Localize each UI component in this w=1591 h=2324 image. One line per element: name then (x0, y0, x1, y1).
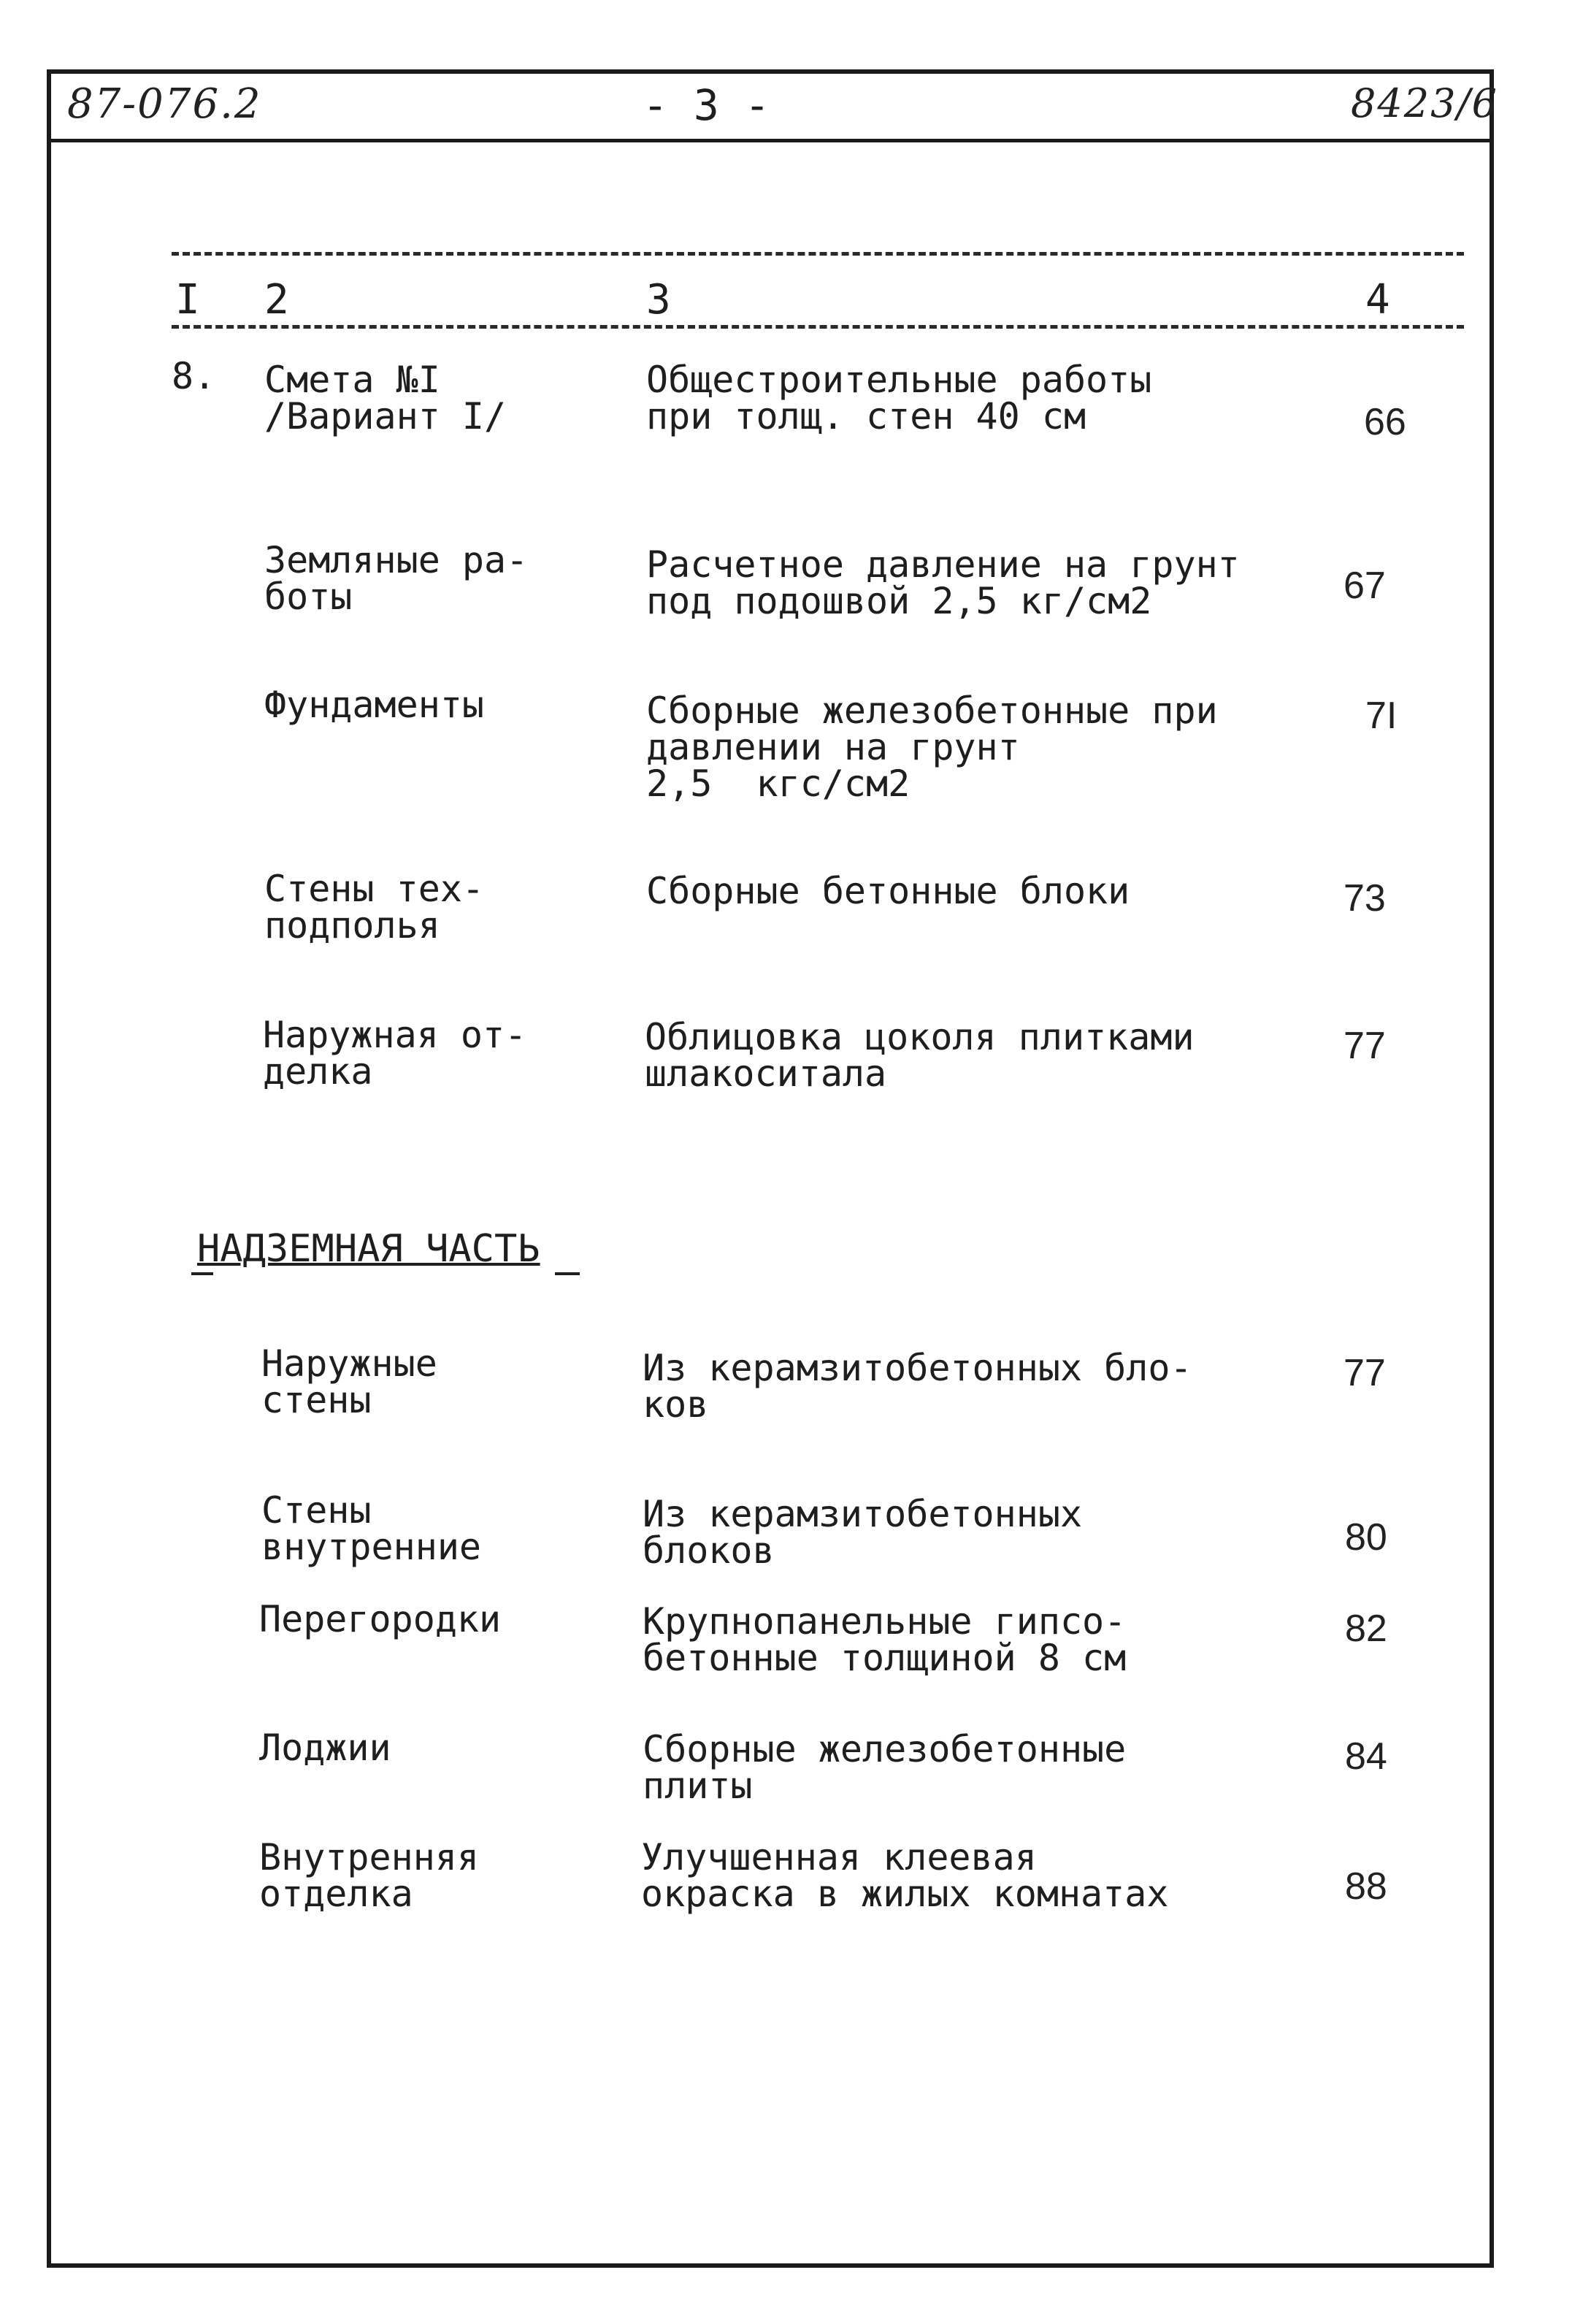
page-reference: 66 (1364, 401, 1406, 443)
item-name: Внутренняя отделка (259, 1836, 480, 1915)
header-divider (47, 139, 1494, 142)
section-title: НАДЗЕМНАЯ ЧАСТЬ (197, 1227, 540, 1271)
section-underline-tail (555, 1272, 580, 1275)
table-header-rule (172, 325, 1464, 329)
page-reference: 77 (1343, 1352, 1386, 1394)
item-name: Земляные ра- боты (264, 539, 529, 618)
page-number-marker: - 3 - (643, 80, 770, 130)
item-description: Общестроительные работы при толщ. стен 40 см (646, 359, 1152, 437)
page-reference: 84 (1345, 1735, 1387, 1778)
item-name: Фундаменты (264, 684, 485, 726)
item-name: Наружные стены (261, 1342, 437, 1421)
item-description: Расчетное давление на грунт под подошвой 2,5 кг/см2 (646, 543, 1240, 622)
row-number: 8. (172, 355, 216, 397)
item-description: Крупнопанельные гипсо- бетонные толщиной 8 см (643, 1600, 1127, 1679)
table-top-rule (172, 252, 1464, 256)
page-reference: 80 (1345, 1516, 1387, 1559)
page-reference: 73 (1343, 877, 1386, 920)
item-name: Стены внутренние (261, 1489, 482, 1568)
item-description: Улучшенная клеевая окраска в жилых комнатах (641, 1836, 1169, 1915)
sheet-code: 8423/6 (1351, 80, 1498, 126)
item-description: Из керамзитобетонных блоков (643, 1493, 1083, 1572)
item-description: Сборные железобетонные плиты (643, 1728, 1127, 1807)
section-underline-lead (191, 1272, 213, 1275)
item-description: Облицовка цоколя плитками шлакоситала (645, 1016, 1195, 1095)
item-name: Смета №I /Вариант I/ (264, 359, 507, 437)
page-reference: 77 (1343, 1025, 1386, 1067)
page-reference: 67 (1343, 565, 1386, 607)
document-code: 87-076.2 (67, 80, 262, 128)
item-description: Из керамзитобетонных бло- ков (643, 1347, 1192, 1426)
column-header-3: 3 (646, 276, 671, 324)
column-header-4: 4 (1365, 276, 1390, 324)
page-reference: 82 (1345, 1608, 1387, 1650)
item-name: Стены тех- подполья (264, 868, 485, 947)
page-reference: 88 (1345, 1865, 1387, 1908)
item-name: Лоджии (259, 1727, 391, 1769)
item-description: Сборные железобетонные при давлении на грунт 2,5 кгс/см2 (646, 689, 1218, 805)
item-name: Наружная от- делка (263, 1014, 527, 1093)
item-name: Перегородки (259, 1598, 502, 1640)
item-description: Сборные бетонные блоки (646, 870, 1130, 912)
column-header-2: 2 (264, 276, 289, 324)
page-reference: 7I (1365, 695, 1398, 737)
column-header-1: I (175, 276, 200, 324)
